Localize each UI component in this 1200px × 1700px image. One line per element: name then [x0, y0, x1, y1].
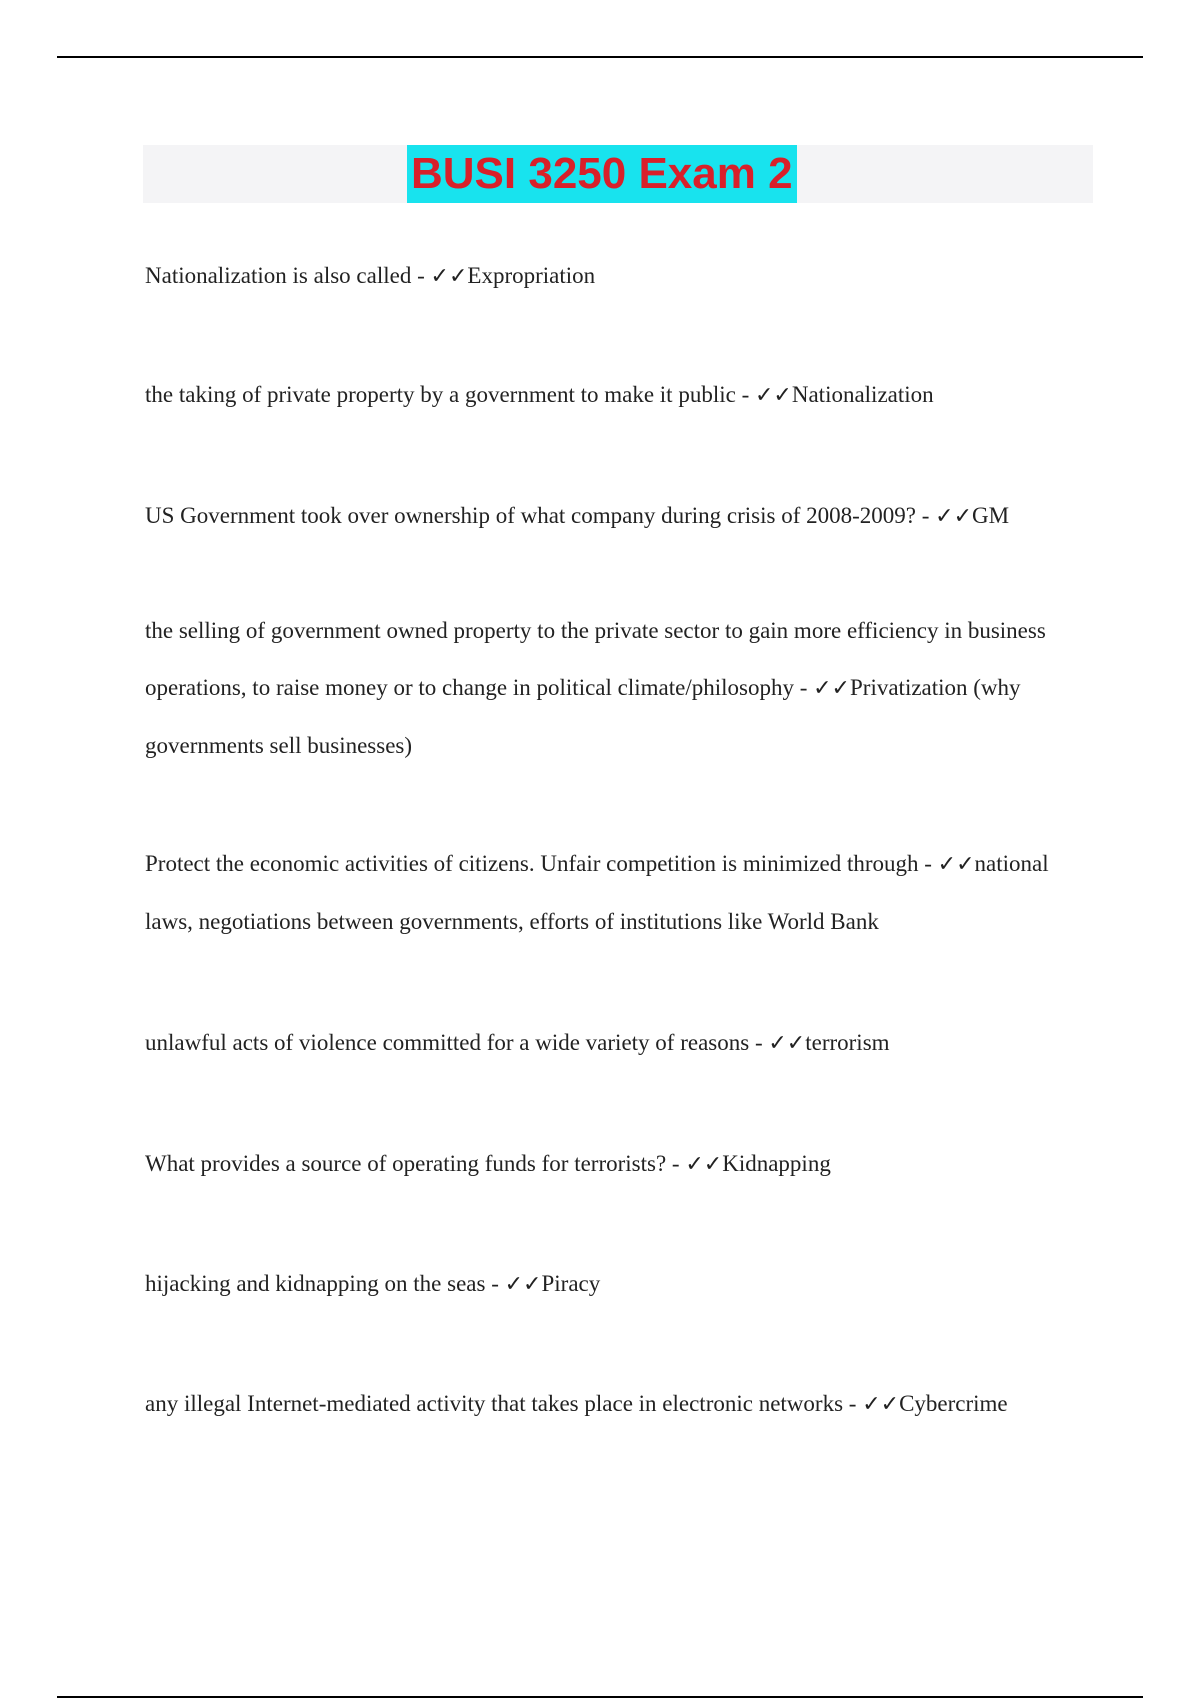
separator: -	[411, 263, 431, 288]
question-text: unlawful acts of violence committed for a wide variety of reasons	[145, 1030, 750, 1055]
answer-text: Cybercrime	[899, 1391, 1008, 1416]
check-mark-icon: ✓✓	[937, 852, 975, 877]
question-text: the selling of government owned property to the private sector to gain more efficiency in business operations, to raise money or to change in political climate/philosophy	[145, 618, 1046, 700]
separator: -	[916, 503, 936, 528]
separator: -	[918, 851, 938, 876]
bottom-rule	[57, 1696, 1143, 1698]
check-mark-icon: ✓✓	[504, 1272, 542, 1297]
answer-text: Privatization (why governments sell businesses)	[145, 675, 1021, 758]
question-text: Protect the economic activities of citizens. Unfair competition is minimized through	[145, 851, 919, 876]
qa-entry	[145, 366, 1075, 424]
question-text: any illegal Internet-mediated activity that takes place in electronic networks	[145, 1391, 844, 1416]
answer-text: terrorism	[805, 1030, 890, 1055]
check-mark-icon: ✓✓	[935, 504, 973, 529]
separator: -	[843, 1391, 863, 1416]
answer-text: Kidnapping	[722, 1151, 831, 1176]
check-mark-icon: ✓✓	[768, 1031, 806, 1056]
question-text: US Government took over ownership of what company during crisis of 2008-2009?	[145, 503, 916, 528]
qa-entry	[145, 1255, 1075, 1313]
qa-entry	[145, 835, 1075, 950]
separator: -	[749, 1030, 769, 1055]
question-text: hijacking and kidnapping on the seas	[145, 1271, 486, 1296]
answer-text: Piracy	[541, 1271, 601, 1296]
check-mark-icon: ✓✓	[754, 383, 792, 408]
check-mark-icon: ✓✓	[685, 1152, 723, 1177]
qa-entry	[145, 487, 1075, 545]
question-text: Nationalization is also called	[145, 263, 412, 288]
qa-entry	[145, 1014, 1075, 1072]
separator: -	[485, 1271, 505, 1296]
qa-entry	[145, 1375, 1075, 1433]
qa-entry	[145, 1135, 1075, 1193]
question-text: What provides a source of operating funds for terrorists?	[145, 1151, 667, 1176]
answer-text: Expropriation	[467, 263, 596, 288]
check-mark-icon: ✓✓	[430, 264, 468, 289]
separator: -	[735, 382, 755, 407]
document-title: BUSI 3250 Exam 2	[407, 145, 797, 203]
answer-text: GM	[972, 503, 1010, 528]
answer-text: national laws, negotiations between governments, efforts of institutions like World Bank	[145, 851, 1049, 934]
question-text: the taking of private property by a government to make it public	[145, 382, 736, 407]
check-mark-icon: ✓✓	[813, 676, 850, 701]
qa-entry	[145, 602, 1075, 774]
separator: -	[666, 1151, 686, 1176]
check-mark-icon: ✓✓	[862, 1392, 900, 1417]
qa-entry	[145, 247, 1075, 305]
separator: -	[793, 675, 814, 700]
answer-text: Nationalization	[791, 382, 934, 407]
top-rule	[57, 56, 1143, 58]
